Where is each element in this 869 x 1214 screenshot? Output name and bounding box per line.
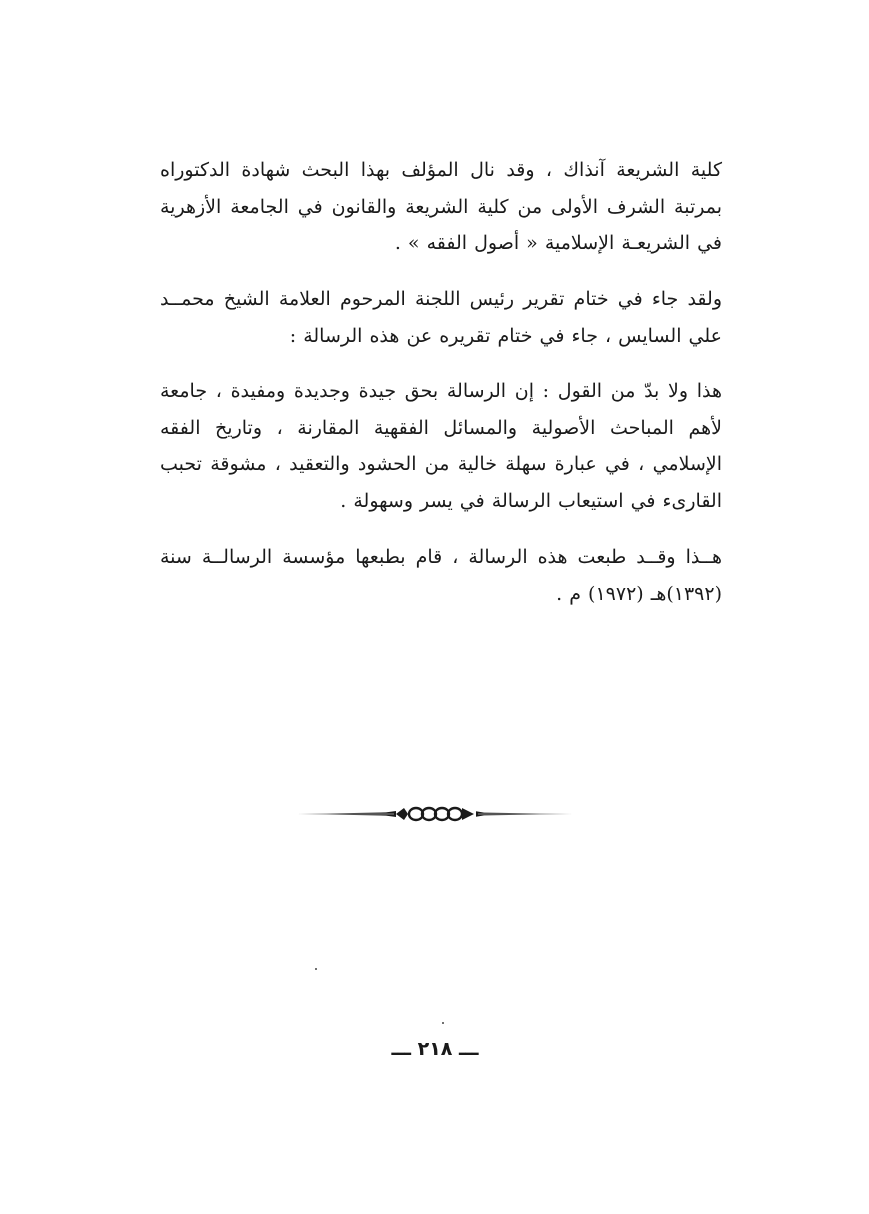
paragraph-report-quote: هذا ولا بدّ من القول : إن الرسالة بحق جيدة وجديدة ومفيدة ، جامعة لأهم المباحث الأصولية والمسائل الفقهية المقارنة ، وتاريخ الفقه الإسلامي ، في عبارة سهلة خالية من الحشود والتعقيد ، مشوقة تحبب القارىء في استيعاب الرسالة في يسر وسهولة . — [160, 380, 722, 512]
paragraph-publication-note: هــذا وقــد طبعت هذه الرسالة ، قام بطبعها مؤسسة الرسالــة سنة (١٣٩٢)هـ (١٩٧٢) م . — [160, 546, 722, 605]
speck-mark — [442, 1022, 444, 1024]
paragraph-committee-report: ولقد جاء في ختام تقرير رئيس اللجنة المرحوم العلامة الشيخ محمــد علي السايس ، جاء في ختام تقريره عن هذه الرسالة : — [160, 288, 722, 347]
ornament-divider — [296, 804, 574, 824]
paragraph-dissertation-info: كلية الشريعة آنذاك ، وقد نال المؤلف بهذا البحث شهادة الدكتوراه بمرتبة الشرف الأولى من كلية الشريعة والقانون في الجامعة الأزهرية في الشريعـة الإسلامية « أصول الفقه » . — [160, 159, 722, 254]
page-number: ـــ ٢١٨ ـــ — [391, 1038, 479, 1060]
speck-mark — [315, 968, 317, 970]
